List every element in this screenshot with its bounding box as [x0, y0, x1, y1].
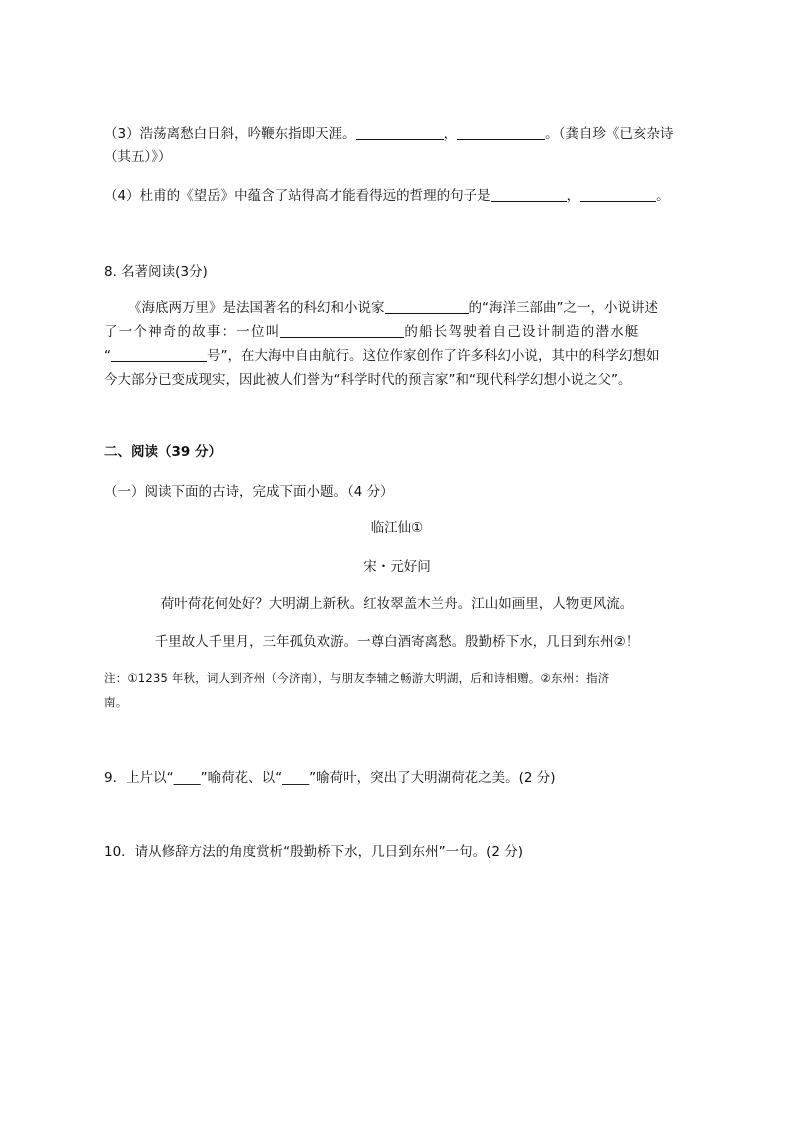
q7-item4-text: （4）杜甫的《望岳》中蕴含了站得高才能看得远的哲理的句子是	[104, 188, 491, 204]
answer-blank[interactable]: ____	[282, 770, 310, 786]
poem-title: 临江仙①	[370, 520, 424, 536]
q8-paragraph-line2: 了一个神奇的故事：一位叫 的船长驾驶着自己设计制造的潜水艇	[104, 324, 640, 340]
section2-heading: 二、阅读（39 分）	[104, 444, 222, 460]
answer-blank[interactable]	[385, 298, 469, 314]
answer-blank[interactable]	[280, 322, 404, 338]
answer-blank[interactable]	[580, 186, 656, 202]
q8-paragraph-line4: 今大部分已变成现实，因此被人们誉为“科学时代的预言家”和“现代科学幻想小说之父”。	[104, 372, 632, 388]
poem-note-line2: 南。	[104, 695, 128, 709]
q8-heading: 8. 名著阅读(3分)	[104, 264, 208, 280]
poem-note-line1: 注：①1235 年秋，词人到齐州（今济南），与朋友李辅之畅游大明湖，后和诗相赠。②东州：指济	[104, 671, 610, 685]
poem-line-2: 千里故人千里月，三年孤负欢游。一尊白酒寄离愁。殷勤桥下水，几日到东州②！	[154, 634, 640, 650]
answer-blank[interactable]	[491, 186, 567, 202]
q7-item3-line1: （3）浩荡离愁白日斜，吟鞭东指即天涯。 ， 。（龚自珍《已亥杂诗	[104, 126, 674, 142]
answer-blank[interactable]	[457, 124, 545, 140]
poem-line-1: 荷叶荷花何处好？大明湖上新秋。红妆翠盖木兰舟。江山如画里，人物更风流。	[160, 596, 634, 612]
answer-blank[interactable]	[111, 346, 207, 362]
q8-paragraph-line3: “ 号”，在大海中自由航行。这位作家创作了许多科幻小说，其中的科学幻想如	[104, 348, 660, 364]
q8-paragraph-line1: 《海底两万里》是法国著名的科幻和小说家 的“海洋三部曲”之一，小说讲述	[128, 300, 658, 316]
q7-item3-line2: （其五）》）	[104, 149, 172, 165]
poem-author: 宋・元好问	[363, 559, 431, 575]
section2-subheading: （一）阅读下面的古诗，完成下面小题。（4 分）	[104, 484, 394, 500]
q7-item3-text: （3）浩荡离愁白日斜，吟鞭东指即天涯。	[104, 126, 356, 142]
answer-blank[interactable]	[356, 124, 444, 140]
q7-item4: （4）杜甫的《望岳》中蕴含了站得高才能看得远的哲理的句子是 ， 。	[104, 188, 670, 204]
q10-question: 10．请从修辞方法的角度赏析“殷勤桥下水，几日到东州”一句。(2 分)	[104, 844, 524, 860]
answer-blank[interactable]: ____	[173, 770, 201, 786]
q9-question: 9．上片以“____”喻荷花、以“____”喻荷叶，突出了大明湖荷花之美。(2 分)	[104, 770, 556, 786]
